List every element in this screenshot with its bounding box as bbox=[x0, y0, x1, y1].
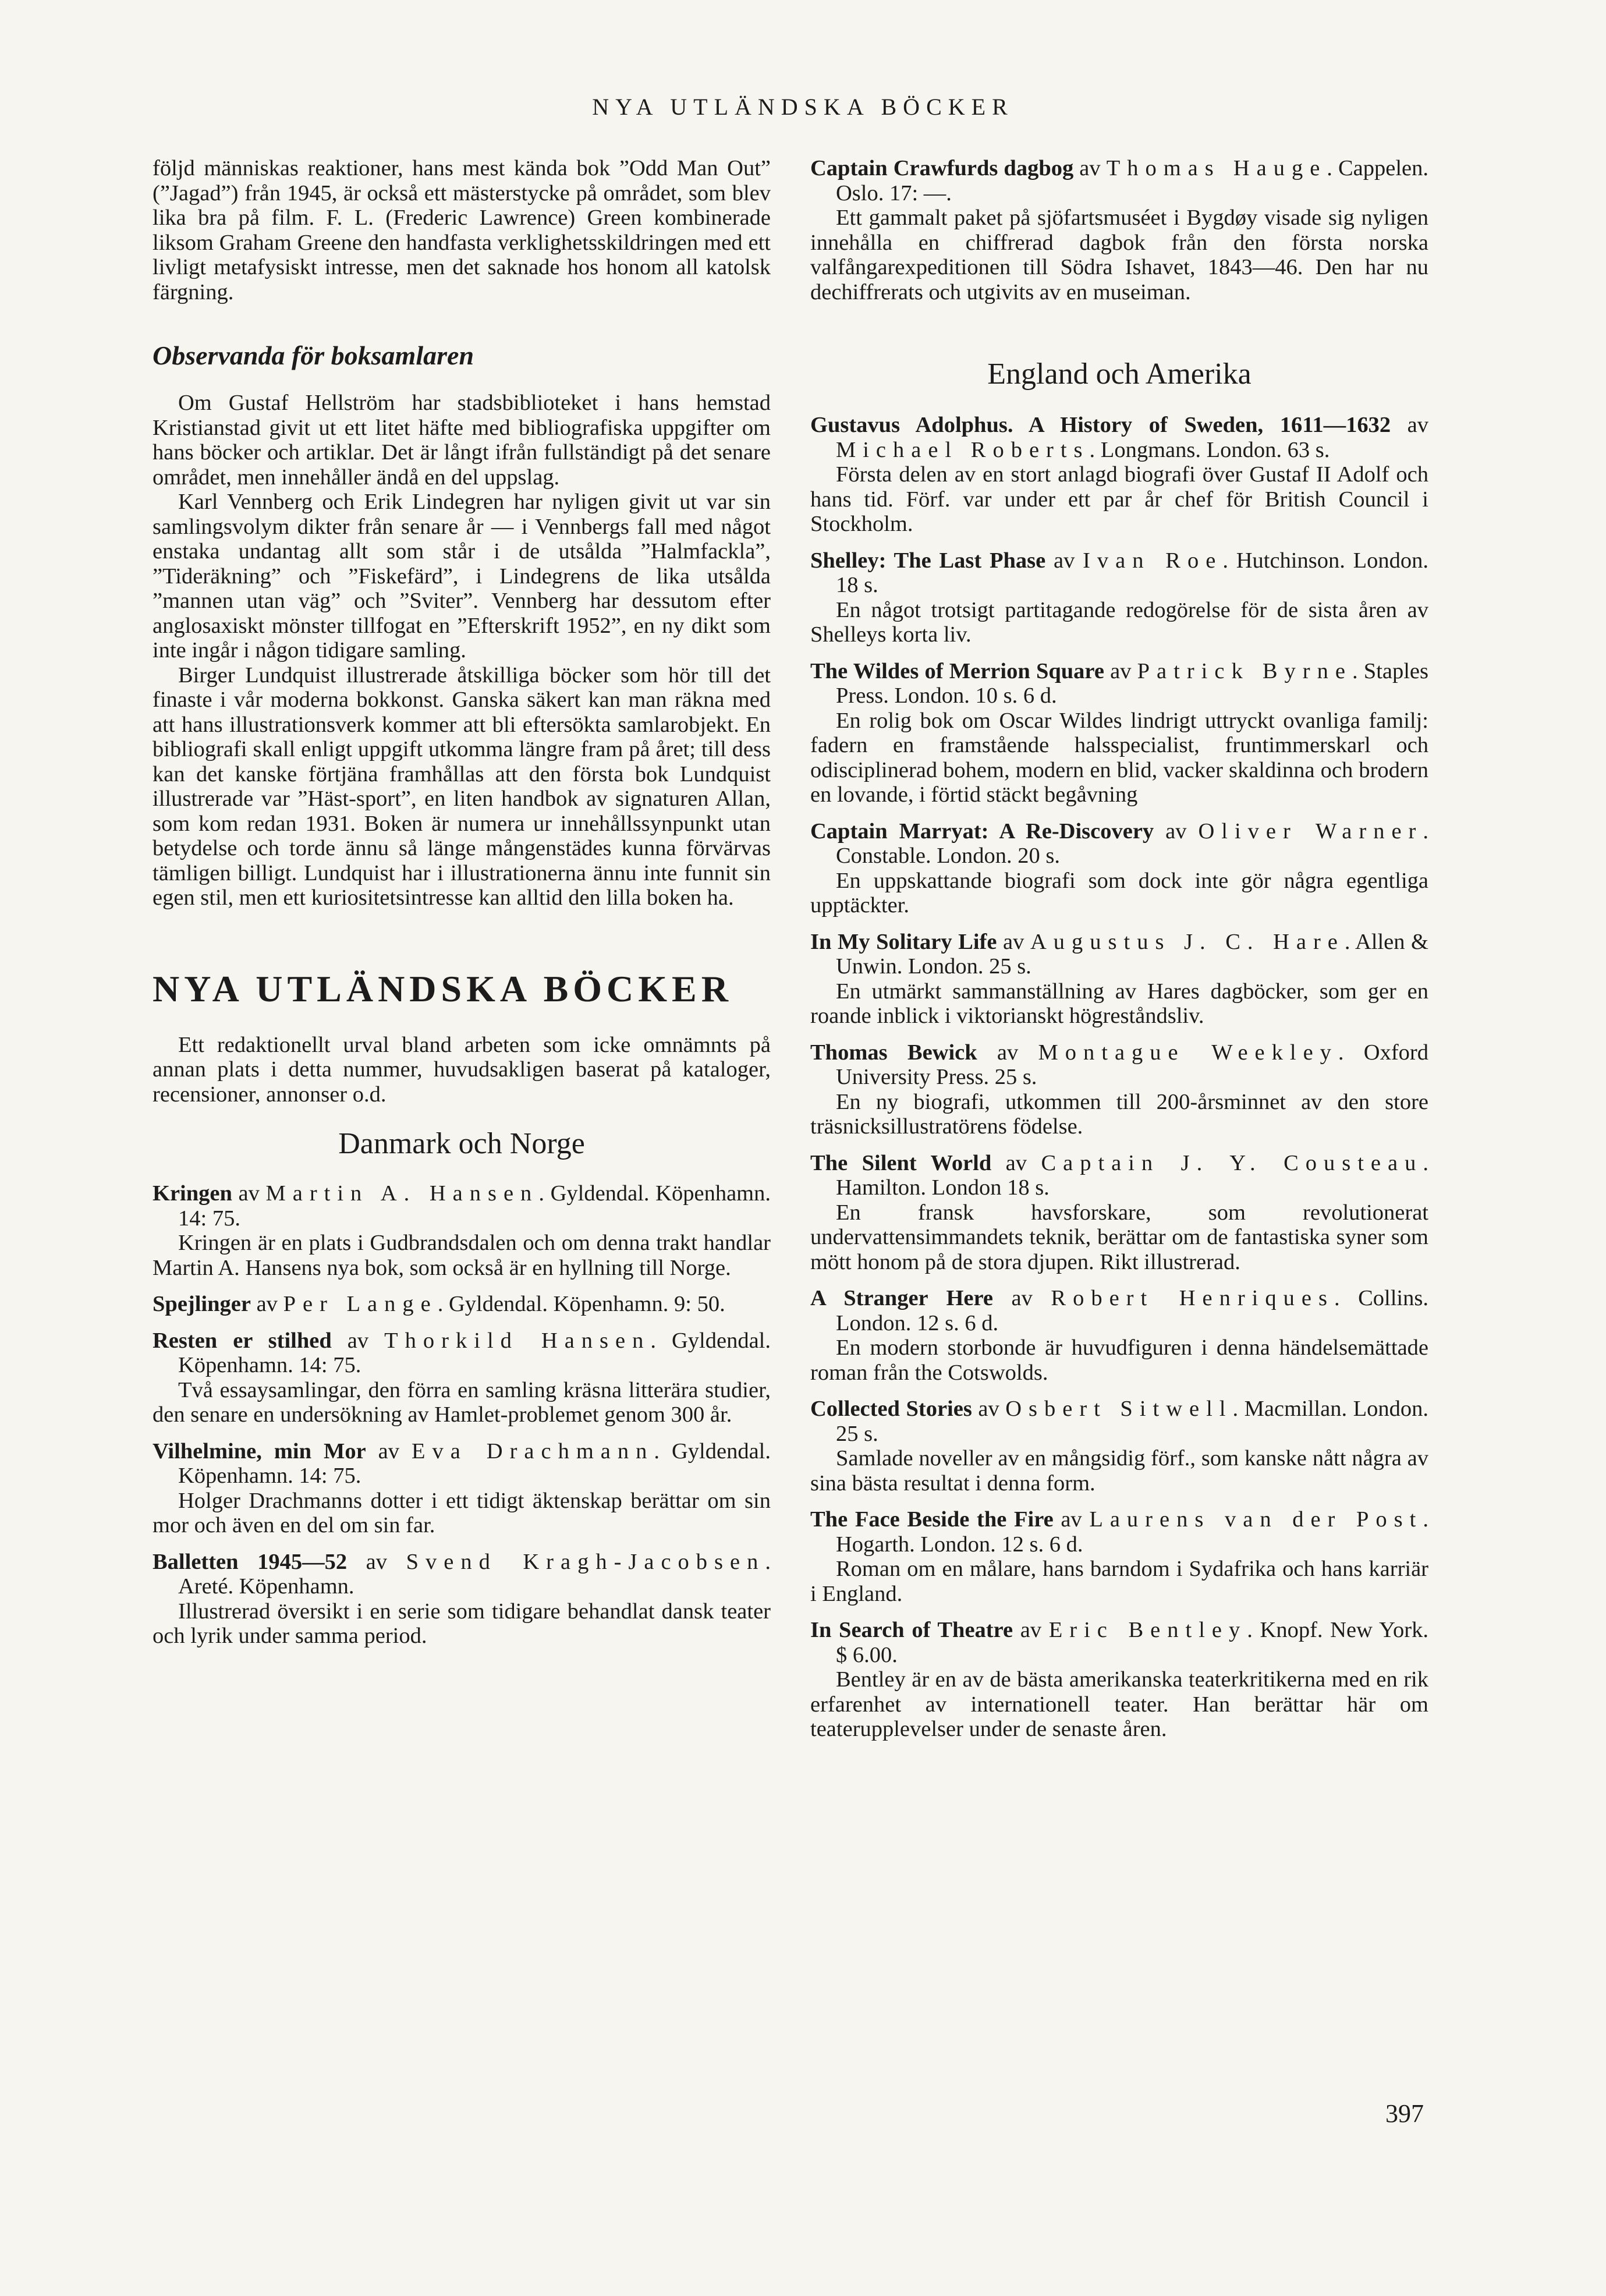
book-author: Svend Kragh-Jacobsen bbox=[406, 1549, 765, 1574]
book-title: Collected Stories bbox=[810, 1397, 972, 1421]
book-entry bbox=[153, 1292, 771, 1317]
publication-info: . Areté. Köpenhamn. bbox=[178, 1549, 771, 1599]
page-number: 397 bbox=[1385, 2099, 1424, 2128]
book-title: A Stranger Here bbox=[810, 1286, 993, 1310]
by-word: av bbox=[1154, 819, 1199, 844]
publication-info: . Collins. London. 12 s. 6 d. bbox=[836, 1286, 1428, 1335]
book-entry-heading bbox=[810, 548, 1428, 598]
book-entry-heading bbox=[810, 1397, 1428, 1446]
by-word: av bbox=[347, 1549, 406, 1574]
by-word: av bbox=[992, 1286, 1051, 1310]
book-description: En ny biografi, utkommen till 200-årsminnet av den store träsnicksillustratörens födelse. bbox=[810, 1089, 1428, 1139]
running-head: NYA UTLÄNDSKA BÖCKER bbox=[592, 94, 1014, 120]
book-author: Laurens van der Post bbox=[1089, 1507, 1423, 1532]
publication-info: . Hamilton. London 18 s. bbox=[836, 1150, 1428, 1200]
publication-info: . Cappelen. Oslo. 17: —. bbox=[836, 156, 1428, 205]
book-title: Shelley: The Last Phase bbox=[810, 548, 1046, 573]
book-entry bbox=[810, 1618, 1428, 1742]
book-description: Första delen av en stort anlagd biografi över Gustaf II Adolf och hans tid. Förf. var under ett par år chef för British Council i Stockholm. bbox=[810, 462, 1428, 536]
book-entry-heading bbox=[153, 1439, 771, 1489]
book-entry-heading bbox=[153, 1181, 771, 1231]
book-author: Eva Drachmann bbox=[411, 1438, 654, 1464]
book-entry-heading bbox=[810, 1286, 1428, 1335]
entry-list-england-amerika bbox=[810, 413, 1428, 1742]
book-author: Eric Bentley bbox=[1048, 1618, 1247, 1642]
book-title: Resten er stilhed bbox=[153, 1328, 332, 1353]
publication-info: . Oxford University Press. 25 s. bbox=[836, 1040, 1428, 1089]
publication-info: . Staples Press. London. 10 s. 6 d. bbox=[836, 658, 1428, 708]
entry-list-top bbox=[810, 156, 1428, 304]
book-author: Oliver Warner bbox=[1198, 819, 1423, 844]
publication-info: . Allen & Unwin. London. 25 s. bbox=[836, 929, 1429, 979]
book-entry bbox=[153, 1439, 771, 1538]
book-title: Vilhelmine, min Mor bbox=[153, 1438, 366, 1464]
by-word: av bbox=[991, 1150, 1041, 1175]
book-author: Martin A. Hansen bbox=[265, 1181, 539, 1206]
publication-info: . Constable. London. 20 s. bbox=[836, 819, 1428, 868]
by-word: av bbox=[977, 1040, 1038, 1065]
book-description: Roman om en målare, hans barndom i Sydafrika och hans karriär i England. bbox=[810, 1557, 1428, 1606]
book-title: The Face Beside the Fire bbox=[810, 1507, 1054, 1532]
section-title: NYA UTLÄNDSKA BÖCKER bbox=[153, 968, 733, 1009]
book-author: Thomas Hauge bbox=[1106, 156, 1327, 180]
book-entry-heading bbox=[810, 1040, 1428, 1090]
publication-info: . Gyldendal. Köpenhamn. 14: 75. bbox=[178, 1328, 771, 1377]
observanda-paragraph: Om Gustaf Hellström har stadsbiblioteket i hans hemstad Kristianstad givit ut ett litet häfte med bibliografiska uppgifter om hans böcker och artiklar. Det är långt ifrån fullständigt på det senare området, men innehåller ändå en del uppslag. bbox=[153, 391, 771, 490]
book-author: Per Lange bbox=[283, 1292, 438, 1316]
by-word: av bbox=[1045, 548, 1083, 573]
book-entry bbox=[810, 548, 1428, 647]
book-entry bbox=[810, 659, 1428, 807]
publication-info: . Knopf. New York. $ 6.00. bbox=[836, 1618, 1428, 1667]
by-word: av bbox=[972, 1397, 1006, 1421]
book-description: Två essaysamlingar, den förra en samling kräsna litterära studier, den senare en undersökning av Hamlet-problemet genom 300 år. bbox=[153, 1377, 771, 1427]
book-entry-heading bbox=[810, 819, 1428, 869]
book-title: The Wildes of Merrion Square bbox=[810, 658, 1104, 683]
book-author: Michael Roberts bbox=[836, 437, 1090, 462]
book-entry-heading bbox=[153, 1292, 771, 1317]
observanda-heading: Observanda för boksamlaren bbox=[153, 341, 474, 370]
observanda-paragraph: Birger Lundquist illustrerade åtskilliga böcker som hör till det finaste i vår moderna bokkonst. Ganska säkert kan man räkna med att hans illustrationsverk kommer att bli eftersökta samlarobjekt. En bibliografi skall enligt uppgift utkomma längre fram på året; till dess kan det kanske förtjäna framhållas att den första bok Lundquist illustrerade var ”Häst-sport”, en liten handbok av signaturen Allan, som kom redan 1931. Boken är numera ur innehållssynpunkt utan betydelse och torde ännu så länge mångenstädes kunna förvärvas tämligen billigt. Lundquist har i illustrationerna ännu inte funnit sin egen stil, men ett kuriositetsintresse kan alltid den lilla boken ha. bbox=[153, 662, 771, 910]
by-word: av bbox=[1391, 413, 1428, 437]
publication-info: . Macmillan. London. 25 s. bbox=[836, 1397, 1428, 1446]
book-title: Kringen bbox=[153, 1181, 232, 1206]
book-entry bbox=[810, 156, 1428, 304]
book-entry bbox=[810, 1507, 1428, 1606]
book-entry bbox=[810, 1040, 1428, 1139]
book-entry bbox=[153, 1328, 771, 1427]
publication-info: . Gyldendal. Köpenhamn. 14: 75. bbox=[178, 1438, 771, 1488]
book-description: Illustrerad översikt i en serie som tidigare behandlat dansk teater och lyrik under samma period. bbox=[153, 1599, 771, 1648]
book-title: Balletten 1945—52 bbox=[153, 1549, 348, 1574]
book-title: Captain Crawfurds dagbog bbox=[810, 156, 1074, 180]
book-entry-heading bbox=[810, 413, 1428, 462]
book-title: In My Solitary Life bbox=[810, 929, 997, 954]
publication-info: . Hogarth. London. 12 s. 6 d. bbox=[836, 1507, 1428, 1557]
book-entry-heading bbox=[810, 156, 1428, 205]
book-title: In Search of Theatre bbox=[810, 1618, 1013, 1642]
book-author: Osbert Sitwell bbox=[1005, 1397, 1233, 1421]
book-entry bbox=[153, 1181, 771, 1280]
book-entry bbox=[810, 930, 1428, 1029]
book-entry bbox=[810, 819, 1428, 918]
by-word: av bbox=[1053, 1507, 1090, 1532]
book-description: Kringen är en plats i Gudbrandsdalen och om denna trakt handlar Martin A. Hansens nya bok, som också är en hyllning till Norge. bbox=[153, 1231, 771, 1280]
book-description: Samlade noveller av en mångsidig förf., som kanske nått några av sina bästa resultat i denna form. bbox=[810, 1446, 1428, 1496]
publication-info: . Gyldendal. Köpenhamn. 9: 50. bbox=[437, 1292, 725, 1316]
by-word: av bbox=[250, 1292, 283, 1316]
book-entry-heading bbox=[153, 1328, 771, 1378]
book-entry bbox=[810, 1151, 1428, 1275]
book-title: Captain Marryat: A Re-Discovery bbox=[810, 819, 1154, 844]
book-title: Thomas Bewick bbox=[810, 1040, 977, 1065]
book-description: En utmärkt sammanställning av Hares dagböcker, som ger en roande inblick i viktorianskt högreståndsliv. bbox=[810, 979, 1428, 1028]
by-word: av bbox=[997, 929, 1030, 954]
book-entry bbox=[153, 1550, 771, 1649]
by-word: av bbox=[232, 1181, 266, 1206]
publication-info: . Gyldendal. Köpenhamn. 14: 75. bbox=[178, 1181, 771, 1231]
book-author: Ivan Roe bbox=[1083, 548, 1223, 573]
book-description: En rolig bok om Oscar Wildes lindrigt uttryckt ovanliga familj: fadern en framstående halsspecialist, fruntimmerskarl och odisciplinerad bohem, modern en blid, vacker skaldinna och brodern en lovande, i förtid stäckt begåvning bbox=[810, 708, 1428, 807]
book-description: Ett gammalt paket på sjöfartsmuséet i Bygdøy visade sig nyligen innehålla en chiffrerad dagbok från den första norska valfångarexpeditionen till Södra Ishavet, 1843—46. Den har nu dechiffrerats och utgivits av en museiman. bbox=[810, 205, 1428, 304]
by-word: av bbox=[331, 1328, 385, 1353]
book-entry-heading bbox=[810, 659, 1428, 708]
observanda-section bbox=[153, 391, 771, 910]
book-title: The Silent World bbox=[810, 1150, 992, 1175]
book-title: Gustavus Adolphus. A History of Sweden, 1611—1632 bbox=[810, 413, 1391, 437]
book-entry bbox=[810, 1286, 1428, 1385]
book-author: Robert Henriques bbox=[1051, 1286, 1334, 1310]
book-title: Spejlinger bbox=[153, 1292, 251, 1316]
region-heading-england-amerika: England och Amerika bbox=[987, 357, 1252, 391]
book-author: Captain J. Y. Cousteau bbox=[1041, 1150, 1423, 1175]
region-heading-danmark-norge: Danmark och Norge bbox=[338, 1127, 585, 1160]
continuation-paragraph: följd människas reaktioner, hans mest kända bok ”Odd Man Out” (”Jagad”) från 1945, är också ett mästerstycke på området, som blev lika bra på film. F. L. (Frederic Lawrence) Green kombinerade liksom Graham Greene den handfasta verklighetsskildringen med ett livligt metafysiskt intresse, men det saknade hos honom all katolsk färgning. bbox=[153, 156, 771, 304]
by-word: av bbox=[1104, 658, 1137, 683]
book-description: En något trotsigt partitagande redogörelse för de sista åren av Shelleys korta liv. bbox=[810, 597, 1428, 647]
book-description: En uppskattande biografi som dock inte gör några egentliga upptäckter. bbox=[810, 868, 1428, 917]
by-word: av bbox=[1073, 156, 1107, 180]
book-entry-heading bbox=[810, 1151, 1428, 1200]
by-word: av bbox=[366, 1438, 412, 1464]
book-description: En modern storbonde är huvudfiguren i denna händelsemättade roman från the Cotswolds. bbox=[810, 1335, 1428, 1385]
publication-info: . Hutchinson. London. 18 s. bbox=[836, 548, 1428, 597]
book-author: Montague Weekley bbox=[1038, 1040, 1338, 1065]
publication-info: . Longmans. London. 63 s. bbox=[1089, 437, 1330, 462]
book-description: Bentley är en av de bästa amerikanska teaterkritikerna med en rik erfarenhet av internationell teater. Han berättar här om teaterupplevelser under de senaste åren. bbox=[810, 1667, 1428, 1741]
book-description: En fransk havsforskare, som revolutionerat undervattensimmandets teknik, berättar om de fantastiska syner som mött honom på de stora djupen. Rikt illustrerad. bbox=[810, 1200, 1428, 1274]
observanda-paragraph: Karl Vennberg och Erik Lindegren har nyligen givit ut var sin samlingsvolym dikter från senare år — i Vennbergs fall med något enstaka undantag allt som står i de utsålda ”Halmfackla”, ”Tideräkning” och ”Fiskefärd”, i Lindegrens de lika utsålda ”mannen utan väg” och ”Sviter”. Vennberg har dessutom efter anglosaxiskt mönster tillfogat en ”Efterskrift 1952”, en ny dikt som inte ingår i någon tidigare samling. bbox=[153, 490, 771, 662]
book-entry-heading bbox=[153, 1550, 771, 1599]
book-entry-heading bbox=[810, 930, 1428, 979]
by-word: av bbox=[1013, 1618, 1049, 1642]
book-entry bbox=[810, 1397, 1428, 1496]
entry-list-danmark-norge bbox=[153, 1181, 771, 1649]
book-author: Augustus J. C. Hare bbox=[1030, 929, 1345, 954]
book-entry-heading bbox=[810, 1507, 1428, 1557]
book-author: Thorkild Hansen bbox=[384, 1328, 651, 1353]
book-entry bbox=[810, 413, 1428, 537]
left-column bbox=[153, 156, 771, 1660]
book-author: Patrick Byrne bbox=[1137, 658, 1352, 683]
book-entry-heading bbox=[810, 1618, 1428, 1667]
book-description: Holger Drachmanns dotter i ett tidigt äktenskap berättar om sin mor och även en del om sin far. bbox=[153, 1488, 771, 1537]
section-intro: Ett redaktionellt urval bland arbeten som icke omnämnts på annan plats i detta nummer, huvudsakligen baserat på kataloger, recensioner, annonser o.d. bbox=[153, 1032, 771, 1107]
right-column bbox=[810, 156, 1428, 1753]
